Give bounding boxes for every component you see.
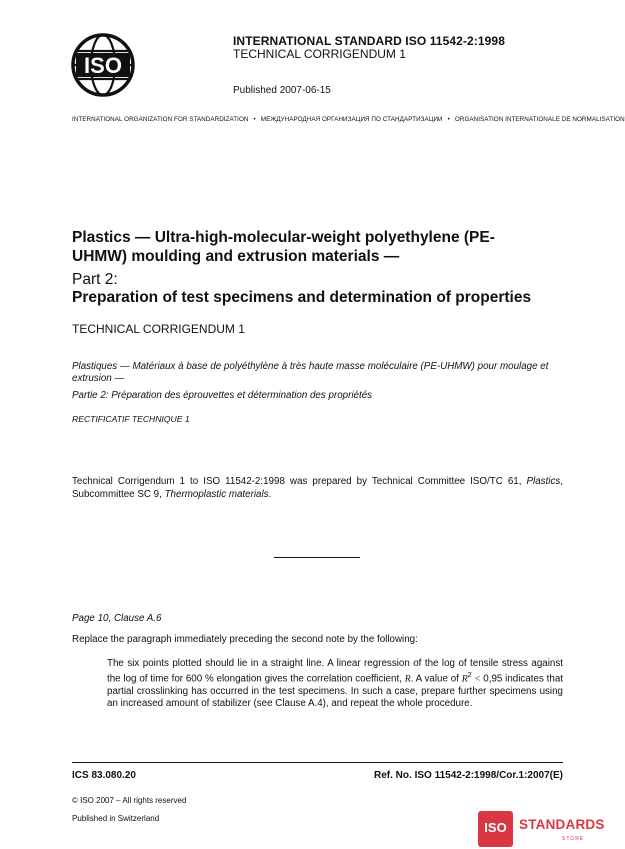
store-label: STANDARDS	[519, 817, 605, 832]
corrigendum-label: TECHNICAL CORRIGENDUM 1	[72, 322, 245, 336]
french-title: Plastiques — Matériaux à base de polyéthylène à très haute masse moléculaire (PE-UHMW) pour moulage et extrusion —	[72, 361, 549, 384]
ics-code: ICS 83.080.20	[72, 770, 136, 781]
part-label: Part 2:	[72, 271, 118, 288]
iso-logo-text: ISO	[84, 53, 122, 78]
standard-title: INTERNATIONAL STANDARD ISO 11542-2:1998	[233, 34, 505, 48]
plastics-term: Plastics	[526, 476, 561, 487]
org-separator: •	[253, 116, 256, 123]
intro-paragraph: Technical Corrigendum 1 to ISO 11542-2:1998 was prepared by Technical Committee ISO/TC 61, Plastics, Subcommittee SC 9, Thermoplastic materials.	[72, 476, 563, 500]
replacement-paragraph: The six points plotted should lie in a straight line. A linear regression of the log of tensile stress against the log of time for 600 % elongation gives the correlation coefficient, R. A value of $R^2 < 0,95$ indicates that partial crosslinking has occurred in the test specimens. In such a case, prepare further specimens using an increased amount of stabilizer (see Clause A.4), and repeat the whole procedure.	[107, 658, 563, 709]
clause-reference: Page 10, Clause A.6	[72, 613, 162, 624]
reference-number: Ref. No. ISO 11542-2:1998/Cor.1:2007(E)	[374, 770, 563, 781]
org-separator: •	[447, 116, 450, 123]
part-title: Preparation of test specimens and determination of properties	[72, 289, 532, 306]
var-r-squared: R	[461, 673, 468, 685]
french-rectificatif: RECTIFICATIF TECHNIQUE 1	[72, 414, 190, 424]
replace-instruction: Replace the paragraph immediately preceding the second note by the following:	[72, 634, 418, 645]
published-date: Published 2007-06-15	[233, 85, 331, 96]
org-english: INTERNATIONAL ORGANIZATION FOR STANDARDIZATION	[72, 116, 249, 123]
organization-line	[72, 116, 625, 123]
published-in: Published in Switzerland	[72, 814, 160, 823]
copyright: © ISO 2007 – All rights reserved	[72, 796, 187, 805]
document-title: Plastics — Ultra-high-molecular-weight polyethylene (PE-UHMW) moulding and extrusion materials —	[72, 229, 495, 265]
store-small-label: STORE	[562, 836, 585, 842]
french-part: Partie 2: Préparation des éprouvettes et détermination des propriétés	[72, 390, 373, 401]
footer-rule	[72, 762, 563, 763]
org-russian: МЕЖДУНАРОДНАЯ ОРГАНИЗАЦИЯ ПО СТАНДАРТИЗАЦИИ	[260, 116, 443, 123]
var-r: R	[404, 673, 411, 685]
corrigendum-header: TECHNICAL CORRIGENDUM 1	[233, 47, 406, 61]
section-separator	[274, 557, 360, 558]
org-french: ORGANISATION INTERNATIONALE DE NORMALISATION	[454, 116, 625, 123]
iso-logo	[70, 33, 136, 97]
iso-standards-store-badge	[478, 811, 605, 847]
thermoplastic-term: Thermoplastic materials	[164, 489, 269, 500]
store-iso-mark: ISO	[478, 811, 513, 847]
